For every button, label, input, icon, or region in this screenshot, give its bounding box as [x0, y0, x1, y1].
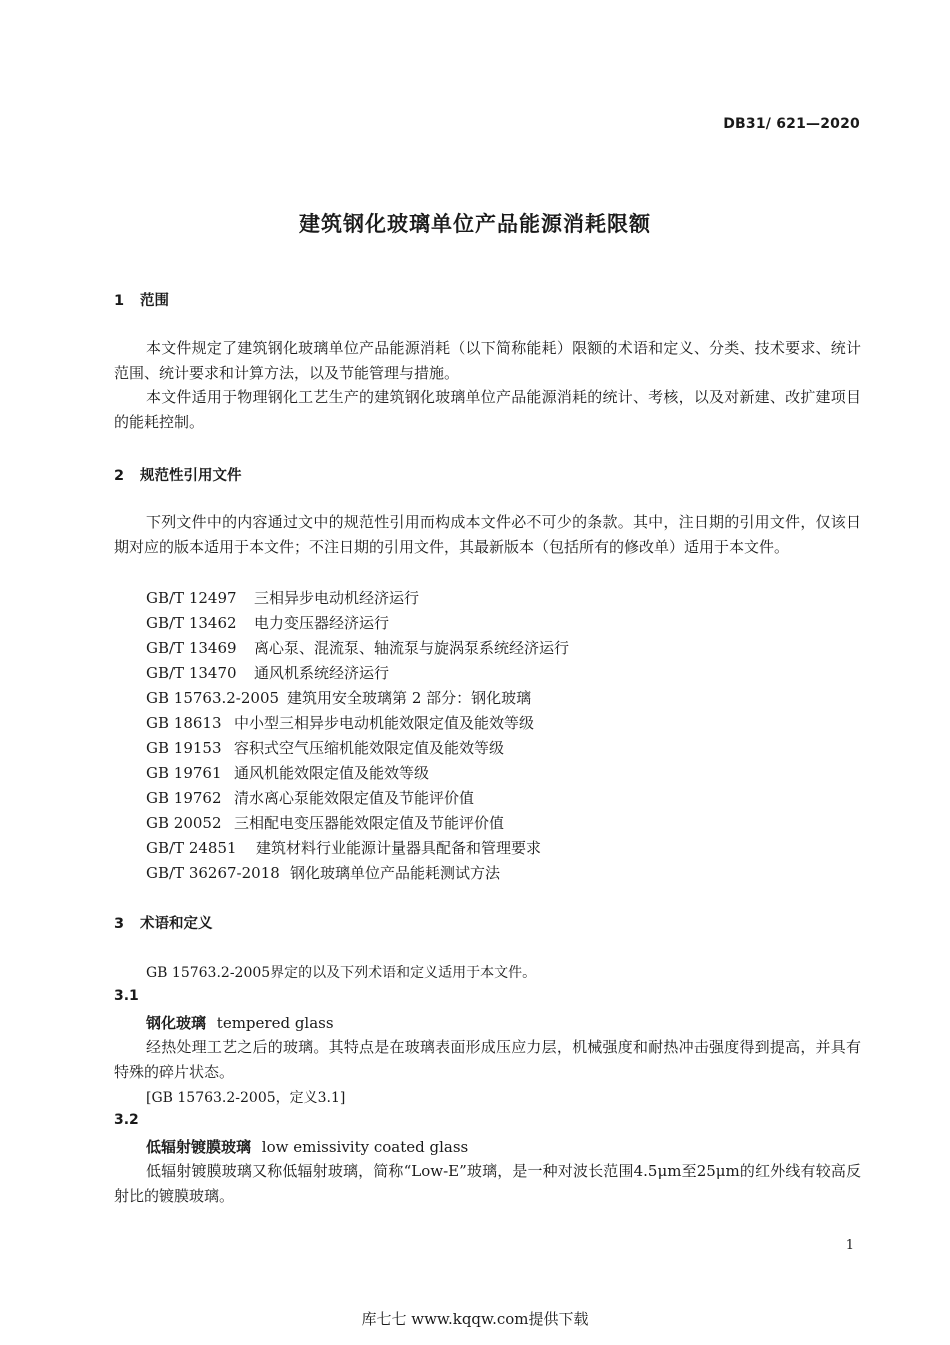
reference-name: 离心泵、混流泵、轴流泵与旋涡泵系统经济运行	[254, 639, 570, 657]
reference-code: GB 20052	[146, 814, 222, 832]
term-source: [GB 15763.2-2005，定义3.1]	[146, 1090, 346, 1106]
reference-item	[146, 687, 531, 708]
section-number: 3	[114, 916, 125, 932]
reference-item	[146, 862, 500, 883]
reference-name: 通风机系统经济运行	[254, 664, 390, 682]
section-1-paragraph-1: 本文件规定了建筑钢化玻璃单位产品能源消耗（以下简称能耗）限额的术语和定义、分类、技术要求、统计范围、统计要求和计算方法，以及节能管理与措施。	[114, 339, 861, 382]
reference-code: GB 19761	[146, 764, 222, 782]
reference-name: 三相异步电动机经济运行	[254, 589, 420, 607]
document-code: DB31/ 621—2020	[723, 116, 860, 132]
reference-item	[146, 587, 419, 608]
reference-item	[146, 712, 534, 733]
reference-name: 电力变压器经济运行	[254, 614, 390, 632]
page-number: 1	[845, 1238, 854, 1253]
download-footer: 库七七 www.kqqw.com提供下载	[361, 1310, 589, 1328]
reference-code: GB 15763.2-2005	[146, 689, 280, 707]
section-number: 2	[114, 468, 125, 484]
section-3-heading	[114, 912, 213, 933]
section-title: 术语和定义	[140, 916, 213, 932]
term-chinese: 低辐射镀膜玻璃	[146, 1138, 252, 1156]
reference-name: 建筑材料行业能源计量器具配备和管理要求	[256, 839, 542, 857]
reference-item	[146, 787, 474, 808]
reference-code: GB/T 36267-2018	[146, 864, 280, 882]
reference-name: 通风机能效限定值及能效等级	[234, 764, 430, 782]
reference-item	[146, 637, 569, 658]
reference-item	[146, 662, 389, 683]
reference-name: 三相配电变压器能效限定值及节能评价值	[234, 814, 505, 832]
reference-item	[146, 612, 389, 633]
section-1-paragraph-2: 本文件适用于物理钢化工艺生产的建筑钢化玻璃单位产品能源消耗的统计、考核，以及对新建、改扩建项目的能耗控制。	[114, 388, 861, 431]
section-2-intro: 下列文件中的内容通过文中的规范性引用而构成本文件必不可少的条款。其中，注日期的引用文件，仅该日期对应的版本适用于本文件；不注日期的引用文件，其最新版本（包括所有的修改单）适用于本文件。	[114, 513, 861, 556]
term-entry	[146, 1012, 334, 1033]
reference-item	[146, 837, 541, 858]
reference-code: GB 18613	[146, 714, 222, 732]
reference-item	[146, 762, 429, 783]
section-2-heading	[114, 464, 242, 485]
reference-name: 中小型三相异步电动机能效限定值及能效等级	[234, 714, 535, 732]
reference-name: 清水离心泵能效限定值及节能评价值	[234, 789, 475, 807]
reference-name: 钢化玻璃单位产品能耗测试方法	[290, 864, 501, 882]
reference-code: GB/T 13462	[146, 614, 237, 632]
term-definition: 低辐射镀膜玻璃又称低辐射玻璃，简称“Low-E”玻璃，是一种对波长范围4.5μm至25μm的红外线有较高反射比的镀膜玻璃。	[114, 1162, 861, 1205]
reference-item	[146, 737, 504, 758]
reference-code: GB 19153	[146, 739, 222, 757]
reference-code: GB/T 13470	[146, 664, 237, 682]
reference-item	[146, 812, 504, 833]
page-title: 建筑钢化玻璃单位产品能源消耗限额	[299, 212, 651, 236]
term-chinese: 钢化玻璃	[146, 1014, 207, 1032]
term-entry	[146, 1136, 468, 1157]
reference-code: GB 19762	[146, 789, 222, 807]
reference-code: GB/T 13469	[146, 639, 237, 657]
clause-number: 3.1	[114, 988, 139, 1004]
term-definition: 经热处理工艺之后的玻璃。其特点是在玻璃表面形成压应力层，机械强度和耐热冲击强度得到提高，并具有特殊的碎片状态。	[114, 1038, 861, 1081]
reference-code: GB/T 24851	[146, 839, 237, 857]
reference-code: GB/T 12497	[146, 589, 237, 607]
section-number: 1	[114, 293, 125, 309]
term-english: low emissivity coated glass	[261, 1138, 469, 1156]
section-1-heading	[114, 289, 169, 310]
reference-name: 容积式空气压缩机能效限定值及能效等级	[234, 739, 505, 757]
section-3-intro: GB 15763.2-2005界定的以及下列术语和定义适用于本文件。	[146, 965, 537, 981]
reference-name: 建筑用安全玻璃第 2 部分：钢化玻璃	[287, 689, 532, 707]
clause-number: 3.2	[114, 1112, 139, 1128]
section-title: 范围	[140, 293, 169, 309]
term-english: tempered glass	[216, 1014, 334, 1032]
section-title: 规范性引用文件	[140, 468, 242, 484]
